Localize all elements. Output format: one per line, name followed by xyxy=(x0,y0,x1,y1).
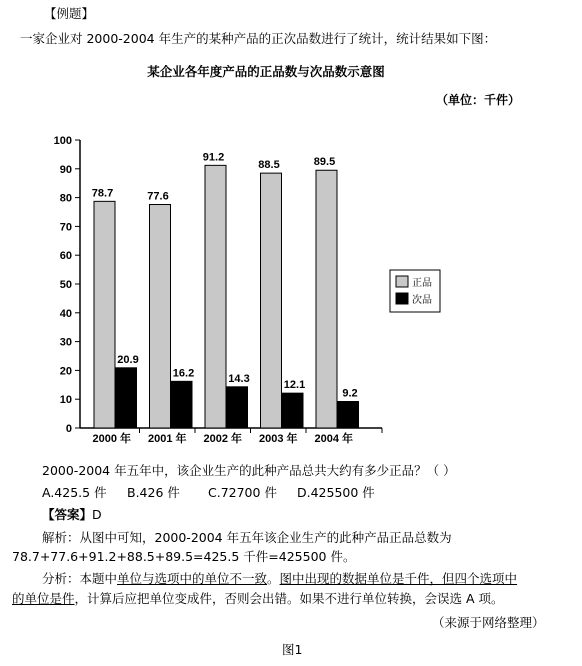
x-tick-label: 2000 年 xyxy=(92,433,132,445)
data-label: 14.3 xyxy=(228,372,250,385)
option-a: A.425.5 件 xyxy=(42,485,107,500)
y-tick-label: 60 xyxy=(59,250,72,263)
y-tick-label: 100 xyxy=(53,135,72,147)
note-underlined-3: 的单位是件 xyxy=(12,591,75,606)
intro-text: 一家企业对 2000-2004 年生产的某种产品的正次品数进行了统计，统计结果如下图： xyxy=(20,31,497,46)
note-prefix: 分析：本题中 xyxy=(42,571,118,586)
data-label: 91.2 xyxy=(202,151,225,164)
bar-good xyxy=(150,205,171,428)
figure-caption: 图1 xyxy=(282,642,303,657)
y-tick-label: 90 xyxy=(59,163,72,176)
bar-good xyxy=(205,165,226,428)
note-line-2 xyxy=(12,591,504,607)
x-tick-label: 2003 年 xyxy=(258,433,298,445)
bar-defect xyxy=(338,402,359,428)
bar-good xyxy=(316,170,337,428)
y-tick-label: 70 xyxy=(59,221,72,234)
answer-line xyxy=(42,507,102,523)
y-tick-label: 50 xyxy=(59,279,72,291)
x-tick-label: 2001 年 xyxy=(147,433,187,445)
chart-unit: （单位：千件） xyxy=(435,93,520,107)
data-label: 20.9 xyxy=(117,353,139,366)
source-note: （来源于网络整理） xyxy=(432,615,545,630)
example-label: 【例题】 xyxy=(44,6,95,21)
legend-label: 正品 xyxy=(412,278,432,289)
legend-swatch xyxy=(396,276,408,287)
chart-title: 某企业各年度产品的正品数与次品数示意图 xyxy=(147,64,385,79)
bar-defect xyxy=(282,393,303,428)
option-d: D.425500 件 xyxy=(297,485,375,500)
bar-defect xyxy=(116,368,137,428)
y-tick-label: 40 xyxy=(59,307,72,320)
data-label: 9.2 xyxy=(342,387,358,400)
x-tick-label: 2004 年 xyxy=(314,433,354,445)
note-rest: ，计算后应把单位变成件，否则会出错。如果不进行单位转换，会误选 A 项。 xyxy=(74,591,504,606)
data-label: 78.7 xyxy=(91,187,114,200)
note-underlined-2: 图中出现的数据单位是千件，但四个选项中 xyxy=(279,571,518,586)
bar-good xyxy=(261,173,282,428)
chart-legend xyxy=(390,270,440,312)
y-tick-label: 20 xyxy=(59,365,72,378)
plot-area xyxy=(54,135,382,445)
note-period: 。 xyxy=(267,571,280,586)
bar-defect xyxy=(227,387,248,428)
data-label: 89.5 xyxy=(313,156,336,169)
answer-value: D xyxy=(92,507,102,522)
bar-defect xyxy=(171,381,192,428)
legend-label: 次品 xyxy=(412,295,432,306)
x-tick-label: 2002 年 xyxy=(203,433,243,445)
option-b: B.426 件 xyxy=(127,485,180,500)
data-label: 88.5 xyxy=(258,159,280,172)
note-line-1 xyxy=(42,571,517,587)
y-tick-label: 0 xyxy=(65,423,72,435)
y-tick-label: 30 xyxy=(59,336,72,349)
answer-label: 【答案】 xyxy=(42,507,93,522)
data-label: 12.1 xyxy=(283,379,306,392)
y-tick-label: 80 xyxy=(59,192,72,205)
data-label: 77.6 xyxy=(147,190,169,203)
y-tick-label: 10 xyxy=(59,394,72,407)
data-label: 16.2 xyxy=(172,367,195,380)
option-c: C.72700 件 xyxy=(208,485,277,500)
legend-swatch xyxy=(396,293,408,304)
bar-good xyxy=(94,201,115,428)
note-underlined-1: 单位与选项中的单位不一致 xyxy=(117,571,268,586)
analysis-line-1: 解析：从图中可知，2000-2004 年五年该企业生产的此种产品正品总数为 xyxy=(42,530,452,545)
question-text: 2000-2004 年五年中，该企业生产的此种产品总共大约有多少正品？（ ） xyxy=(42,463,456,478)
analysis-line-2: 78.7+77.6+91.2+88.5+89.5=425.5 千件=425500 件。 xyxy=(12,549,356,564)
